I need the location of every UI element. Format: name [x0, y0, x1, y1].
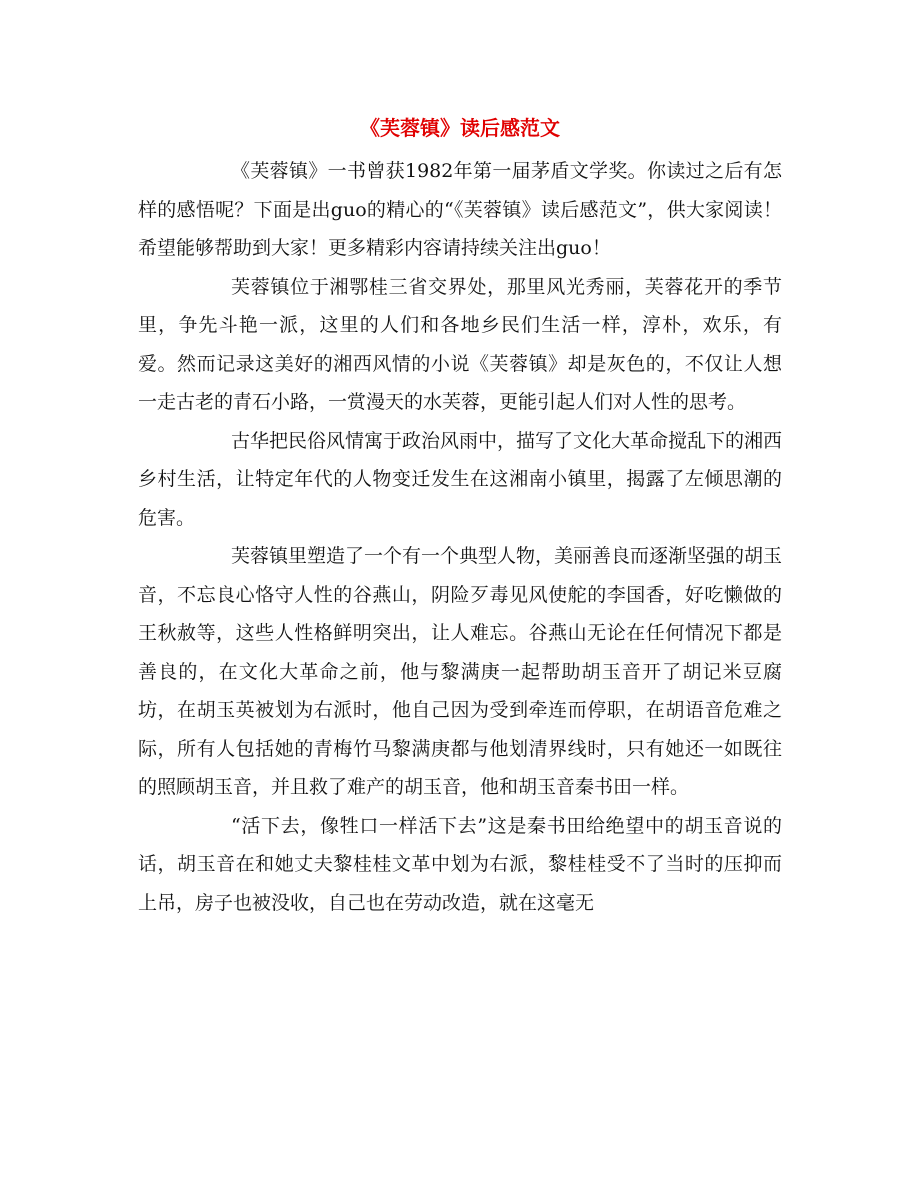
paragraph-quote: “活下去，像牲口一样活下去”这是秦书田给绝望中的胡玉音说的话，胡玉音在和她丈夫黎桂桂文革中划为右派，黎桂桂受不了当时的压抑而上吊，房子也被没收，自己也在劳动改造，就在这毫无 [138, 814, 782, 914]
paragraph-characters: 芙蓉镇里塑造了一个有一个典型人物，美丽善良而逐渐坚强的胡玉音，不忘良心恪守人性的谷燕山，阴险歹毒见风使舵的李国香，好吃懒做的王秋赦等，这些人性格鲜明突出，让人难忘。谷燕山无论在任何情况下都是善良的，在文化大革命之前，他与黎满庚一起帮助胡玉音开了胡记米豆腐坊，在胡玉英被划为右派时，他自己因为受到牵连而停职，在胡语音危难之际，所有人包括她的青梅竹马黎满庚都与他划清界线时，只有她还一如既往的照顾胡玉音，并且救了难产的胡玉音，他和胡玉音秦书田一样。 [138, 545, 783, 798]
document-body [138, 152, 782, 922]
paragraph-intro: 《芙蓉镇》一书曾获1982年第一届茅盾文学奖。你读过之后有怎样的感悟呢？下面是出guo的精心的“《芙蓉镇》读后感范文”，供大家阅读！希望能够帮助到大家！更多精彩内容请持续关注出guo！ [138, 160, 782, 259]
document-title: 《芙蓉镇》读后感范文 [360, 116, 560, 140]
paragraph-author-theme: 古华把民俗风情寓于政治风雨中，描写了文化大革命搅乱下的湘西乡村生活，让特定年代的人物变迁发生在这湘南小镇里，揭露了左倾思潮的危害。 [138, 429, 783, 529]
paragraph-setting: 芙蓉镇位于湘鄂桂三省交界处，那里风光秀丽，芙蓉花开的季节里，争先斗艳一派，这里的人们和各地乡民们生活一样，淳朴，欢乐，有爱。然而记录这美好的湘西风情的小说《芙蓉镇》却是灰色的，不仅让人想一走古老的青石小路，一赏漫天的水芙蓉，更能引起人们对人性的思考。 [138, 275, 782, 413]
